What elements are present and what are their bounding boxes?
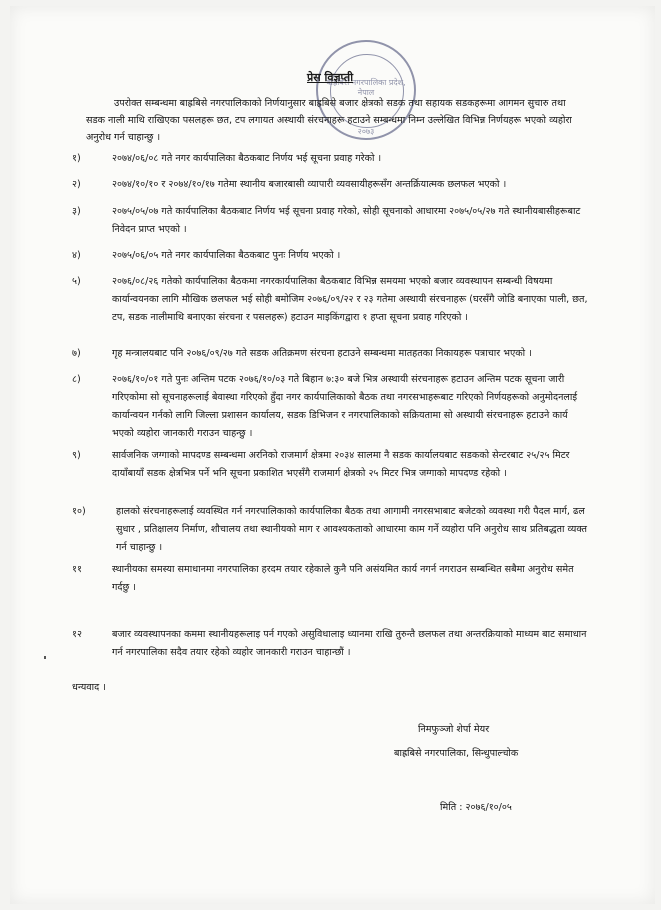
item-text: २०७५/०६/०५ गते नगर कार्यपालिका बैठकबाट पुनः निर्णय भएको ।	[112, 250, 341, 261]
item-number: ३)	[72, 206, 81, 217]
stamp-year: २०७३	[357, 127, 375, 136]
item-number: २)	[72, 179, 81, 190]
intro-paragraph	[86, 95, 586, 146]
stamp-text: बाह्रबिसे नगरपालिका प्रदेश, नेपाल	[326, 78, 406, 97]
item-number: ७)	[72, 348, 81, 359]
document-date: मिति : २०७६/१०/०५	[440, 802, 512, 813]
item-text: गृह मन्त्रालयबाट पनि २०७६/०९/२७ गते सडक अतिक्रमण संरचना हटाउने सम्बन्धमा मातहतका निकायहरू पत्राचार भएको ।	[112, 348, 532, 359]
item-text: सार्वजनिक जग्गाको मापदण्ड सम्बन्धमा अरनिको राजमार्ग क्षेत्रमा २०३४ सालमा नै सडक कार्यालयबाट सडकको सेन्टरबाट २५/२५ मिटर दायाँबायाँ सडक क्षेत्रभित्र पर्ने भनि सूचना प्रकाशित भएसँगै राजमार्ग क्षेत्रको २५ मिटर भित्र जग्गाको मापदण्ड रहेको ।	[112, 450, 570, 479]
item-text: २०७४/१०/१० र २०७४/१०/१७ गतेमा स्थानीय बजारबासी व्यापारी व्यवसायीहरूसँग अन्तर्क्रियात्मक छलफल भएको ।	[112, 179, 507, 190]
item-number: ११	[72, 564, 82, 575]
item-number: ५)	[72, 276, 81, 287]
item-number: १०)	[72, 506, 86, 517]
document-title: प्रेस विज्ञप्ती	[307, 71, 354, 84]
item-number: १२	[72, 629, 82, 640]
item-text: २०७४/०६/०८ गते नगर कार्यपालिका बैठकबाट निर्णय भई सूचना प्रवाह गरेको ।	[112, 153, 382, 164]
intro-text: उपरोक्त सम्बन्धमा बाह्रबिसे नगरपालिकाको निर्णयानुसार बाह्रबिसे बजार क्षेत्रको सडक तथा सहायक सडकहरूमा आगमन सुचारु तथा सडक नाली माथि राखिएका पसलहरू छत, टप लगायत अस्थायी संरचनाहरू हटाउने सम्बन्धमा निम्न उल्लेखित विभिन्न निर्णयहरू भएको व्यहोरा अनुरोध गर्न चाहान्छु ।	[86, 98, 572, 143]
item-number: ४)	[72, 250, 81, 261]
signatory-office: बाह्रबिसे नगरपालिका, सिन्धुपाल्चोक	[394, 748, 519, 759]
item-text: २०७५/०५/०७ गते कार्यपालिका बैठकबाट निर्णय भई सूचना प्रवाह गरेको, सोही सूचनाको आधारमा २०७५/०५/२७ गते स्थानीयबासीहरूबाट निवेदन प्राप्त भएको ।	[112, 206, 581, 235]
closing-thanks: धन्यवाद ।	[72, 682, 106, 693]
item-text: हालको संरचनाहरूलाई व्यवस्थित गर्न नगरपालिकाको कार्यपालिका बैठक तथा आगामी नगरसभाबाट बजेटको व्यवस्था गरी पैदल मार्ग, ढल सुधार , प्रतिक्षालय निर्माण, शौचालय तथा स्थानीयको माग र आवश्यकताको आधारमा काम गर्ने व्यहोरा पनि अनुरोध साथ प्रतिबद्धता व्यक्त गर्न चाहान्छु ।	[116, 506, 587, 553]
item-number: १)	[72, 153, 81, 164]
item-number: ८)	[72, 374, 81, 385]
signatory-name: निमफुञ्जो शेर्पा मेयर	[418, 724, 490, 735]
item-number: ९)	[72, 450, 81, 461]
item-text: २०७६/०८/२६ गतेको कार्यपालिका बैठकमा नगरकार्यपालिका बैठकबाट विभिन्न समयमा भएको बजार व्यवस्थापन सम्बन्धी विषयमा कार्यान्वयनका लागि मौखिक छलफल भई सोही बमोजिम २०७६/०९/२२ र २३ गतेमा अस्थायी संरचनाहरू (घरसँगै जोडि बनाएका पाली, छत, टप, सडक नालीमाथि बनाएका संरचना र पसलहरू) हटाउन माइकिंगद्वारा १ हप्ता सूचना प्रवाह गरिएको ।	[112, 276, 588, 323]
item-text: २०७६/१०/०१ गते पुनः अन्तिम पटक २०७६/१०/०३ गते बिहान ७:३० बजे भित्र अस्थायी संरचनाहरू हटाउन अन्तिम पटक सूचना जारी गरिएकोमा सो सूचनाहरूलाई बेवास्था गरिएको हुँदा नगर कार्यपालिकाको बैठक तथा नगरसभाहरूबाट गरिएको निर्णयहरूको अनुमोदनलाई कार्यान्वयन गर्नको लागि जिल्ला प्रशासन कार्यालय, सडक डिभिजन र नगरपालिकाको सक्रियतामा सो अस्थायी संरचनाहरू हटाउने कार्य भएको व्यहोरा जानकारी गराउन चाहन्छु ।	[112, 374, 578, 439]
scan-speck	[44, 656, 46, 659]
item-text: बजार व्यवस्थापनका कममा स्थानीयहरूलाइ पर्न गएको असुविधालाइ ध्यानमा राखि तुरुन्तै छलफल तथा अन्तरक्रियाको माध्यम बाट समाधान गर्न नगरपालिका सदैव तयार रहेको व्यहोर जानकारी गराउन चाहान्छौं ।	[112, 629, 587, 658]
item-text: स्थानीयका समस्या समाधानमा नगरपालिका हरदम तयार रहेकाले कुनै पनि असंयमित कार्य नगर्न नगराउन सम्बन्धित सबैमा अनुरोध समेत गर्दछु ।	[112, 564, 574, 593]
